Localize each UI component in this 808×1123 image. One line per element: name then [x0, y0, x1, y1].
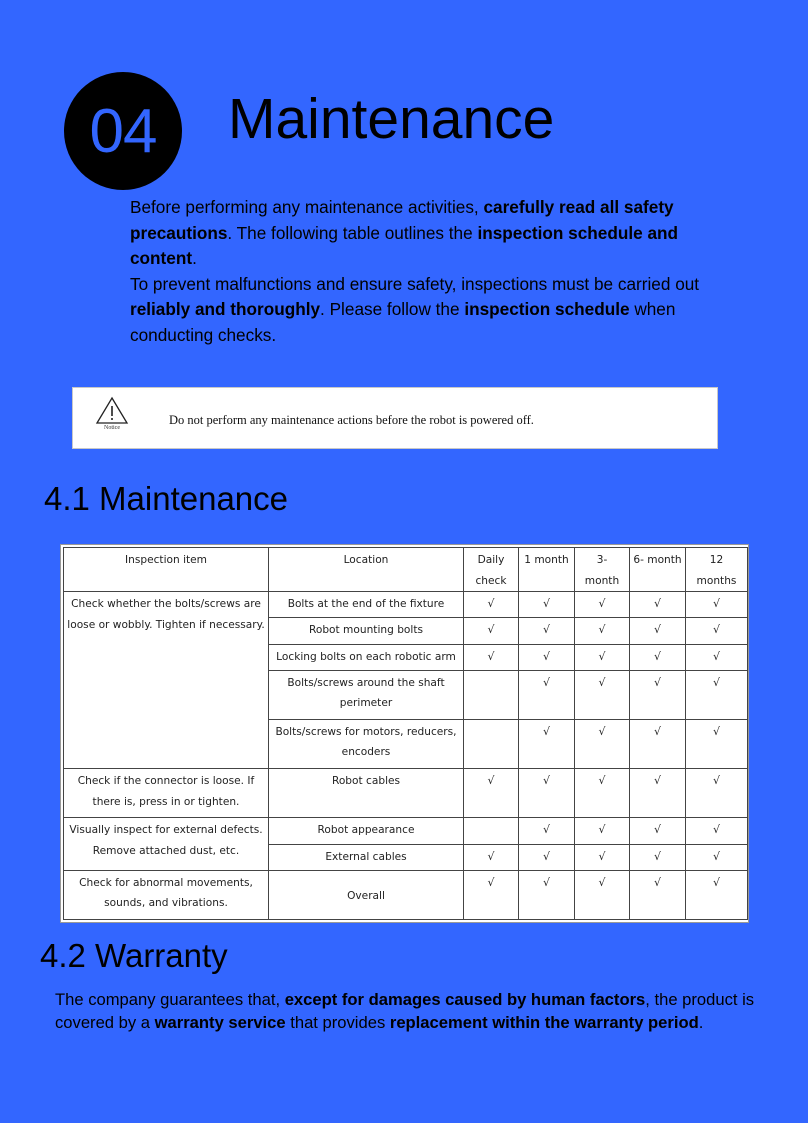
header-cell: Location	[269, 548, 464, 592]
check-cell: √	[519, 592, 575, 618]
check-cell: √	[686, 644, 748, 670]
intro-paragraph-2: To prevent malfunctions and ensure safety, inspections must be carried out reliably and thoroughly. Please follow the inspection schedule when conducting checks.	[130, 273, 700, 345]
header-cell: 12 months	[686, 548, 748, 592]
location-cell: Overall	[269, 870, 464, 919]
check-cell: √	[519, 670, 575, 719]
location-cell: Bolts at the end of the fixture	[269, 592, 464, 618]
location-cell: External cables	[269, 844, 464, 870]
check-cell: √	[686, 670, 748, 719]
header-cell: Daily check	[464, 548, 519, 592]
chapter-number-badge	[64, 72, 182, 190]
warranty-text	[55, 988, 755, 1034]
check-cell: √	[519, 719, 575, 768]
check-cell: √	[686, 769, 748, 818]
check-cell: √	[575, 719, 630, 768]
check-cell: √	[630, 719, 686, 768]
table-header-row	[64, 548, 748, 592]
check-cell: √	[464, 644, 519, 670]
check-cell: √	[519, 818, 575, 844]
check-cell: √	[519, 644, 575, 670]
location-cell: Robot appearance	[269, 818, 464, 844]
notice-text: Do not perform any maintenance actions before the robot is powered off.	[169, 413, 534, 427]
check-cell: √	[686, 844, 748, 870]
check-cell: √	[519, 870, 575, 919]
inspection-table	[63, 547, 748, 920]
check-cell: √	[519, 618, 575, 644]
check-cell: √	[464, 870, 519, 919]
location-cell: Locking bolts on each robotic arm	[269, 644, 464, 670]
check-cell	[464, 818, 519, 844]
location-cell: Robot mounting bolts	[269, 618, 464, 644]
check-cell: √	[575, 870, 630, 919]
section-title-maintenance: 4.1 Maintenance	[44, 480, 289, 517]
inspection-table-container	[60, 544, 749, 923]
check-cell: √	[630, 870, 686, 919]
table-row	[64, 769, 748, 818]
header-cell: 6- month	[630, 548, 686, 592]
page-title: Maintenance	[228, 87, 555, 151]
check-cell: √	[464, 592, 519, 618]
inspection-item-cell: Check if the connector is loose. If there is, press in or tighten.	[64, 769, 269, 818]
location-cell: Bolts/screws for motors, reducers, encoders	[269, 719, 464, 768]
notice-icon-label: Notice	[104, 425, 120, 431]
check-cell: √	[630, 818, 686, 844]
chapter-number: 04	[89, 96, 157, 166]
check-cell	[464, 670, 519, 719]
check-cell: √	[630, 618, 686, 644]
check-cell: √	[686, 719, 748, 768]
check-cell: √	[464, 769, 519, 818]
check-cell: √	[464, 844, 519, 870]
location-cell: Robot cables	[269, 769, 464, 818]
header-cell: 1 month	[519, 548, 575, 592]
check-cell: √	[575, 644, 630, 670]
location-cell: Bolts/screws around the shaft perimeter	[269, 670, 464, 719]
header-cell: Inspection item	[64, 548, 269, 592]
check-cell: √	[575, 769, 630, 818]
check-cell: √	[630, 670, 686, 719]
check-cell: √	[575, 818, 630, 844]
check-cell	[464, 719, 519, 768]
check-cell: √	[630, 844, 686, 870]
check-cell: √	[686, 818, 748, 844]
intro-text	[130, 195, 720, 348]
check-cell: √	[575, 592, 630, 618]
warning-triangle-icon	[95, 396, 129, 436]
inspection-item-cell: Check whether the bolts/screws are loose or wobbly. Tighten if necessary.	[64, 592, 269, 769]
table-row	[64, 818, 748, 844]
check-cell: √	[630, 769, 686, 818]
header-cell: 3- month	[575, 548, 630, 592]
table-row	[64, 592, 748, 618]
inspection-item-cell: Visually inspect for external defects. Remove attached dust, etc.	[64, 818, 269, 871]
check-cell: √	[686, 592, 748, 618]
check-cell: √	[630, 592, 686, 618]
warranty-paragraph: The company guarantees that, except for damages caused by human factors, the product is covered by a warranty service that provides replacement within the warranty period.	[55, 990, 755, 1032]
check-cell: √	[686, 618, 748, 644]
table-row	[64, 870, 748, 919]
inspection-item-cell: Check for abnormal movements, sounds, and vibrations.	[64, 870, 269, 919]
check-cell: √	[575, 618, 630, 644]
check-cell: √	[575, 670, 630, 719]
notice-box	[72, 387, 718, 449]
check-cell: √	[630, 644, 686, 670]
check-cell: √	[686, 870, 748, 919]
check-cell: √	[519, 769, 575, 818]
check-cell: √	[519, 844, 575, 870]
check-cell: √	[575, 844, 630, 870]
section-title-warranty: 4.2 Warranty	[40, 937, 228, 974]
intro-paragraph-1: Before performing any maintenance activities, carefully read all safety precautions. The following table outlines the inspection schedule and content.	[130, 197, 679, 268]
check-cell: √	[464, 618, 519, 644]
